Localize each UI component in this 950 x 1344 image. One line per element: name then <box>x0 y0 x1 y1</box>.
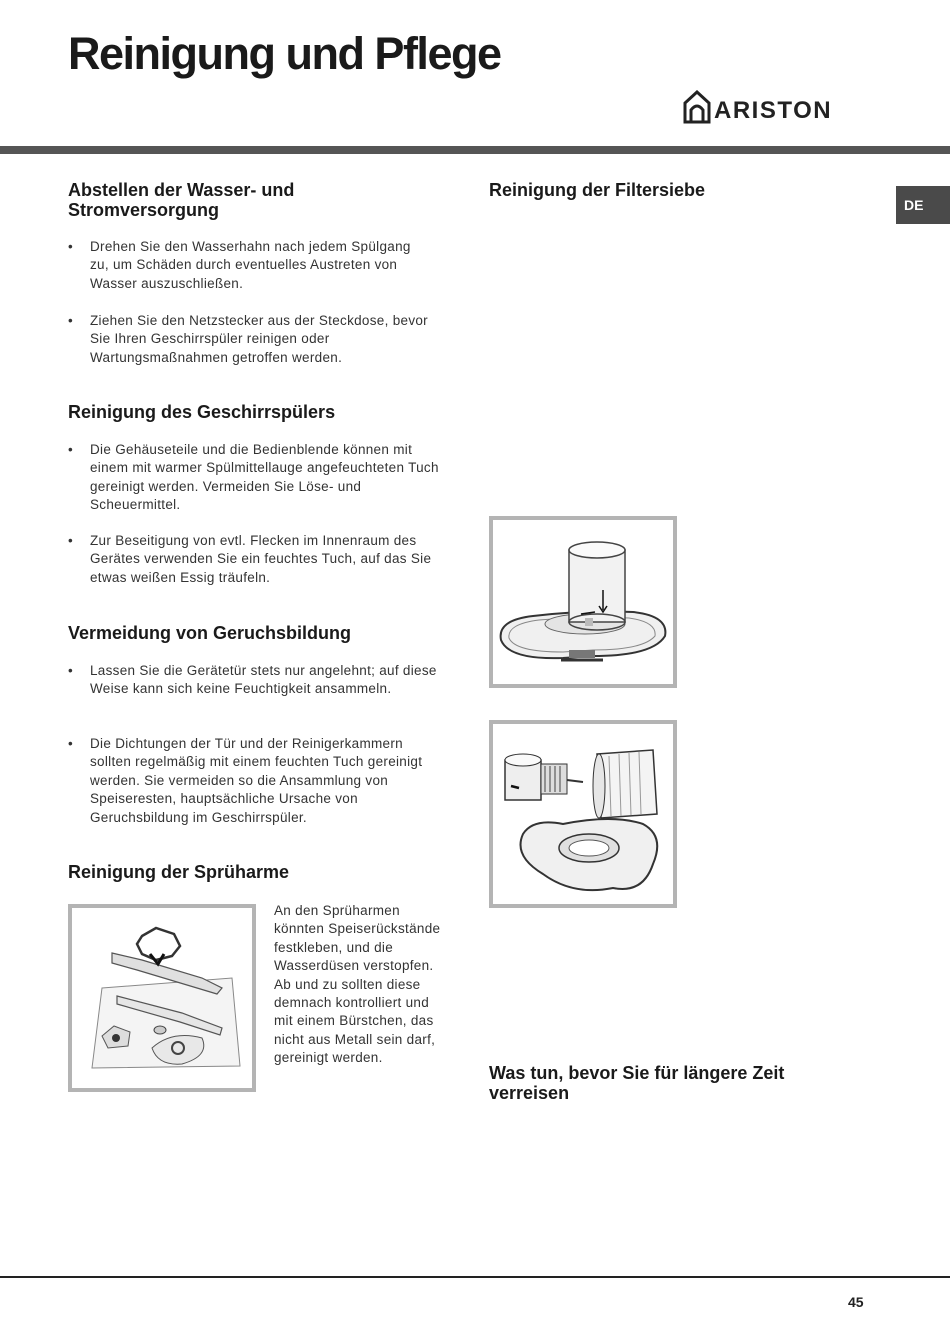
bullet-dot: • <box>68 533 74 548</box>
brand-name: ARISTON <box>714 97 833 124</box>
bullet-dot: • <box>68 736 74 751</box>
bullet-text: Drehen Sie den Wasserhahn nach jedem Spülgang zu, um Schäden durch eventuelles Austreten von Wasser auszuschließen. <box>90 239 411 291</box>
bullet-item <box>68 441 448 515</box>
spray-arms-illustration <box>68 904 256 1092</box>
filter-parts-illustration <box>489 720 677 908</box>
page-title: Reinigung und Pflege <box>68 28 501 79</box>
filter-cylinder-illustration <box>489 516 677 688</box>
ariston-house-icon <box>682 90 712 124</box>
bullet-item <box>68 238 420 293</box>
filter-cylinder-drawing <box>493 520 673 684</box>
bullet-text: Zur Beseitigung von evtl. Flecken im Innenraum des Gerätes verwenden Sie ein feuchtes Tuch, auf das Sie etwas weißen Essig träufeln. <box>90 533 432 585</box>
section-heading-cleaning-dishwasher: Reinigung des Geschirrspülers <box>68 402 336 422</box>
bullet-dot: • <box>68 442 74 457</box>
bullet-dot: • <box>68 313 74 328</box>
bullet-text: Ziehen Sie den Netzstecker aus der Steckdose, bevor Sie Ihren Geschirrspüler reinigen oder Wartungsmaßnahmen getroffen werden. <box>90 313 428 365</box>
spray-arms-text: An den Sprüharmen könnten Speiserückstände festkleben, und die Wasserdüsen verstopfen. Ab und zu sollten diese demnach kontrolliert und mit einem Bürstchen, das nicht aus Metall sein darf, gereinigt werden. <box>274 903 441 1066</box>
spray-arm-drawing <box>72 908 252 1088</box>
bullet-item <box>68 662 440 699</box>
page-number: 45 <box>848 1294 864 1310</box>
section-heading-odor-prevention: Vermeidung von Geruchsbildung <box>68 623 352 643</box>
filter-parts-drawing <box>493 724 673 904</box>
bullet-text: Die Dichtungen der Tür und der Reinigerkammern sollten regelmäßig mit einem feuchten Tuch gereinigt werden. Sie vermeiden so die Ansammlung von Speiseresten, hauptsächliche Ursache von Geruchsbildung im Geschirrspüler. <box>90 736 423 825</box>
bullet-item <box>68 532 448 587</box>
section-heading-filter-cleaning: Reinigung der Filtersiebe <box>489 180 706 200</box>
language-tab: DE <box>896 186 950 224</box>
ariston-logo <box>682 90 867 126</box>
bullet-dot: • <box>68 663 74 678</box>
bullet-item <box>68 312 430 367</box>
section-heading-spray-arms: Reinigung der Sprüharme <box>68 862 290 882</box>
bullet-text: Die Gehäuseteile und die Bedienblende können mit einem mit warmer Spülmittellauge angefeuchteten Tuch gereinigt werden. Vermeiden Sie Löse- und Scheuermittel. <box>90 442 439 513</box>
footer-divider <box>0 1276 950 1278</box>
header-divider <box>0 146 950 154</box>
bullet-text: Lassen Sie die Gerätetür stets nur angelehnt; auf diese Weise kann sich keine Feuchtigkeit ansammeln. <box>90 663 437 697</box>
section-heading-water-power: Abstellen der Wasser- und Stromversorgung <box>68 180 295 220</box>
bullet-dot: • <box>68 239 74 254</box>
bullet-item <box>68 735 445 827</box>
section-heading-before-travel: Was tun, bevor Sie für längere Zeit verreisen <box>489 1063 785 1103</box>
